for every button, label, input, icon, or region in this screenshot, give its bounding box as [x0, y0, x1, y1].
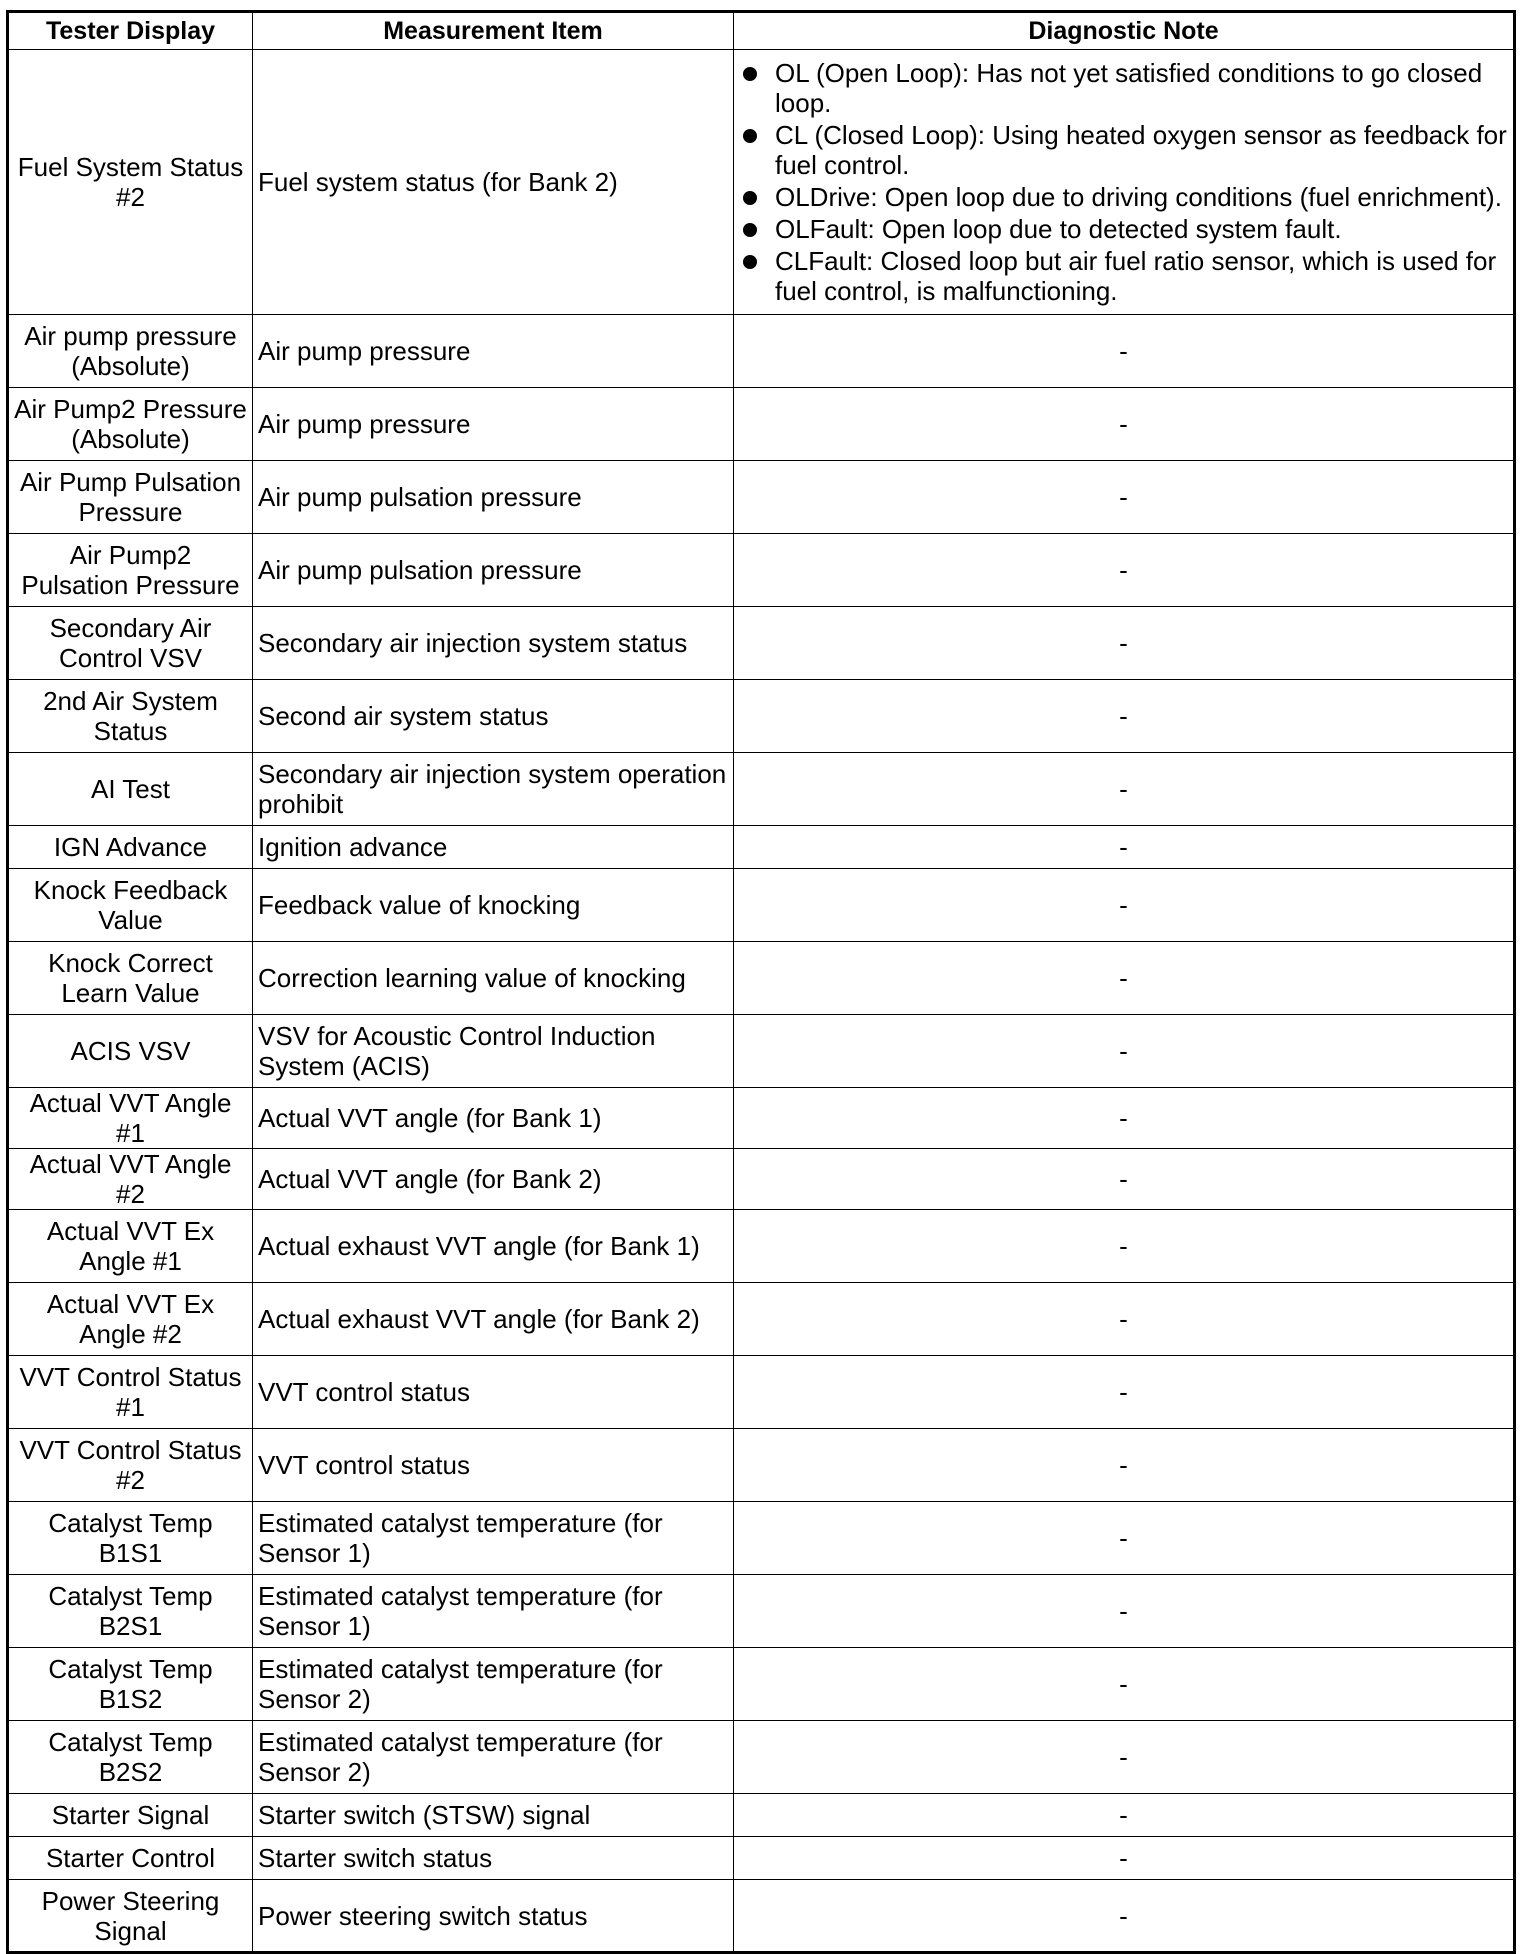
tester-display-cell: Catalyst Temp B1S2: [8, 1648, 253, 1721]
table-row: [8, 680, 1515, 753]
tester-display-cell: Air Pump Pulsation Pressure: [8, 461, 253, 534]
table-row: [8, 1429, 1515, 1502]
note-item-olfault: [739, 214, 1508, 244]
diagnostic-note-cell: -: [734, 826, 1515, 869]
tester-display-cell: VVT Control Status #1: [8, 1356, 253, 1429]
tester-display-cell: Secondary Air Control VSV: [8, 607, 253, 680]
diagnostic-note-cell: -: [734, 1149, 1515, 1210]
tester-display-cell: Starter Control: [8, 1837, 253, 1880]
header-measurement-item: Measurement Item: [253, 12, 734, 50]
measurement-item-cell: Estimated catalyst temperature (for Sensor 2): [253, 1721, 734, 1794]
header-row: [8, 12, 1515, 50]
measurement-item-cell: Starter switch (STSW) signal: [253, 1794, 734, 1837]
tester-display-cell: Knock Feedback Value: [8, 869, 253, 942]
note-text: OL (Open Loop): Has not yet satisfied conditions to go closed loop.: [775, 58, 1483, 118]
note-text: OLFault: Open loop due to detected system fault.: [775, 214, 1342, 244]
measurement-item-cell: Starter switch status: [253, 1837, 734, 1880]
table-row: [8, 826, 1515, 869]
table-row: [8, 1283, 1515, 1356]
tester-display-cell: Air Pump2 Pulsation Pressure: [8, 534, 253, 607]
diagnostic-note-cell: -: [734, 1429, 1515, 1502]
note-item-cl: [739, 120, 1508, 180]
table-row: [8, 1880, 1515, 1953]
tester-display-cell: Air Pump2 Pressure (Absolute): [8, 388, 253, 461]
diagnostic-note-cell: -: [734, 1015, 1515, 1088]
measurement-item-cell: Actual exhaust VVT angle (for Bank 1): [253, 1210, 734, 1283]
measurement-item-cell: Secondary air injection system status: [253, 607, 734, 680]
measurement-item-cell: VSV for Acoustic Control Induction System (ACIS): [253, 1015, 734, 1088]
measurement-item-cell: Ignition advance: [253, 826, 734, 869]
tester-display-cell: 2nd Air System Status: [8, 680, 253, 753]
table-row: [8, 1575, 1515, 1648]
measurement-item-cell: Estimated catalyst temperature (for Sensor 1): [253, 1575, 734, 1648]
diagnostic-note-cell: -: [734, 753, 1515, 826]
diagnostic-note-cell: -: [734, 1210, 1515, 1283]
measurement-item-cell: Secondary air injection system operation prohibit: [253, 753, 734, 826]
measurement-item-cell: Feedback value of knocking: [253, 869, 734, 942]
diagnostic-note-cell: -: [734, 607, 1515, 680]
table-row: [8, 1502, 1515, 1575]
diagnostic-note-cell: -: [734, 942, 1515, 1015]
measurement-item-cell: Fuel system status (for Bank 2): [253, 50, 734, 315]
note-item-oldrive: [739, 182, 1508, 212]
table-row: [8, 315, 1515, 388]
tester-display-cell: Catalyst Temp B2S1: [8, 1575, 253, 1648]
table-row: [8, 1837, 1515, 1880]
diagnostic-data-table: [6, 10, 1516, 1954]
diagnostic-note-cell: -: [734, 1837, 1515, 1880]
measurement-item-cell: Estimated catalyst temperature (for Sensor 2): [253, 1648, 734, 1721]
measurement-item-cell: Actual exhaust VVT angle (for Bank 2): [253, 1283, 734, 1356]
diagnostic-note-cell: -: [734, 869, 1515, 942]
measurement-item-cell: Air pump pulsation pressure: [253, 534, 734, 607]
header-diagnostic-note: Diagnostic Note: [734, 12, 1515, 50]
measurement-item-cell: Correction learning value of knocking: [253, 942, 734, 1015]
tester-display-cell: ACIS VSV: [8, 1015, 253, 1088]
measurement-item-cell: Second air system status: [253, 680, 734, 753]
table-row: [8, 869, 1515, 942]
table-row: [8, 388, 1515, 461]
note-item-clfault: [739, 246, 1508, 306]
tester-display-cell: Starter Signal: [8, 1794, 253, 1837]
diagnostic-note-cell: -: [734, 1880, 1515, 1953]
diagnostic-note-cell: -: [734, 1721, 1515, 1794]
bullet-icon: [743, 129, 757, 143]
diagnostic-note-cell: -: [734, 1794, 1515, 1837]
table-row: [8, 942, 1515, 1015]
bullet-icon: [743, 67, 757, 81]
tester-display-cell: Actual VVT Angle #1: [8, 1088, 253, 1149]
diagnostic-note-cell: -: [734, 1283, 1515, 1356]
note-text: CLFault: Closed loop but air fuel ratio sensor, which is used for fuel control, is malfunctioning.: [775, 246, 1497, 306]
diagnostic-note-cell: [734, 50, 1515, 315]
measurement-item-cell: Estimated catalyst temperature (for Sensor 1): [253, 1502, 734, 1575]
tester-display-cell: Actual VVT Ex Angle #1: [8, 1210, 253, 1283]
measurement-item-cell: Power steering switch status: [253, 1880, 734, 1953]
table-row: [8, 1210, 1515, 1283]
table-row-fuel-system-status: [8, 50, 1515, 315]
tester-display-cell: Actual VVT Ex Angle #2: [8, 1283, 253, 1356]
table-row: [8, 1794, 1515, 1837]
tester-display-cell: Catalyst Temp B1S1: [8, 1502, 253, 1575]
table-row: [8, 1356, 1515, 1429]
tester-display-cell: Air pump pressure (Absolute): [8, 315, 253, 388]
diagnostic-note-cell: -: [734, 680, 1515, 753]
note-text: CL (Closed Loop): Using heated oxygen sensor as feedback for fuel control.: [775, 120, 1507, 180]
header-tester-display: Tester Display: [8, 12, 253, 50]
diagnostic-note-cell: -: [734, 461, 1515, 534]
tester-display-cell: Power Steering Signal: [8, 1880, 253, 1953]
diagnostic-note-cell: -: [734, 1502, 1515, 1575]
measurement-item-cell: VVT control status: [253, 1356, 734, 1429]
table-row: [8, 1648, 1515, 1721]
table-row: [8, 1088, 1515, 1149]
table-row: [8, 1149, 1515, 1210]
tester-display-cell: VVT Control Status #2: [8, 1429, 253, 1502]
tester-display-cell: IGN Advance: [8, 826, 253, 869]
measurement-item-cell: Actual VVT angle (for Bank 2): [253, 1149, 734, 1210]
tester-display-cell: Catalyst Temp B2S2: [8, 1721, 253, 1794]
bullet-icon: [743, 191, 757, 205]
diagnostic-note-cell: -: [734, 1648, 1515, 1721]
tester-display-cell: Actual VVT Angle #2: [8, 1149, 253, 1210]
measurement-item-cell: VVT control status: [253, 1429, 734, 1502]
tester-display-cell: Knock Correct Learn Value: [8, 942, 253, 1015]
diagnostic-note-cell: -: [734, 388, 1515, 461]
measurement-item-cell: Actual VVT angle (for Bank 1): [253, 1088, 734, 1149]
diagnostic-note-cell: -: [734, 1356, 1515, 1429]
diagnostic-note-cell: -: [734, 1575, 1515, 1648]
measurement-item-cell: Air pump pulsation pressure: [253, 461, 734, 534]
measurement-item-cell: Air pump pressure: [253, 315, 734, 388]
table-row: [8, 1015, 1515, 1088]
note-item-ol: [739, 58, 1508, 118]
bullet-icon: [743, 223, 757, 237]
table-row: [8, 1721, 1515, 1794]
fuel-status-note-list: [739, 58, 1508, 306]
tester-display-cell: Fuel System Status #2: [8, 50, 253, 315]
table-row: [8, 461, 1515, 534]
diagnostic-note-cell: -: [734, 534, 1515, 607]
table-row: [8, 607, 1515, 680]
measurement-item-cell: Air pump pressure: [253, 388, 734, 461]
diagnostic-note-cell: -: [734, 1088, 1515, 1149]
table-row: [8, 534, 1515, 607]
bullet-icon: [743, 255, 757, 269]
tester-display-cell: AI Test: [8, 753, 253, 826]
table-row: [8, 753, 1515, 826]
note-text: OLDrive: Open loop due to driving conditions (fuel enrichment).: [775, 182, 1502, 212]
diagnostic-note-cell: -: [734, 315, 1515, 388]
